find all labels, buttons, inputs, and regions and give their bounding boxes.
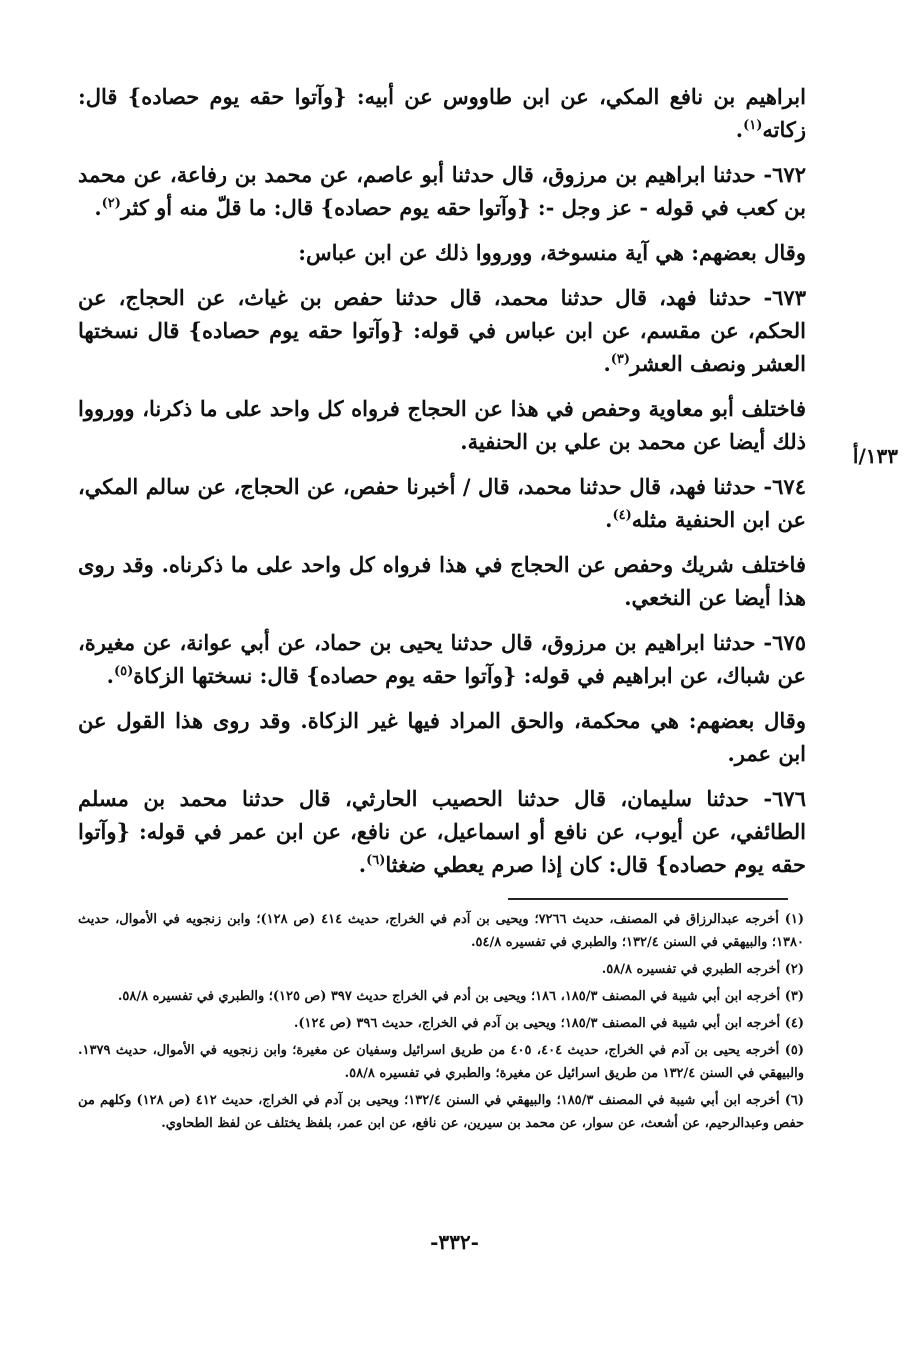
footnote-ref-5: (٥) [113,664,134,679]
footnote-ref-3: (٣) [610,352,631,367]
footnote-ref-4: (٤) [612,508,632,523]
footnote-3: (٣) أخرجه ابن أبي شيبة في المصنف ١٨٥/٣، ١٨٦؛ ويحيى بن أدم في الخراج حديث ٣٩٧ (ص ١٢٥)؛ والطبري في تفسيره ٥٨/٨. [117,989,804,1004]
paragraph-0: ابراهيم بن نافع المكي، عن ابن طاووس عن أبيه: {وآتوا حقه يوم حصاده} قال: زكاته$^{(١)}$. [78,84,806,142]
footnote-4: (٤) أخرجه ابن أبي شيبة في المصنف ١٨٥/٣؛ ويحيى بن آدم في الخراج، حديث ٣٩٦ (ص ١٢٤). [293,1016,804,1031]
paragraph-676: ٦٧٦- حدثنا سليمان، قال حدثنا الحصيب الحارثي، قال حدثنا محمد بن مسلم الطائفي، عن أيوب، عن نافع أو اسماعيل، عن نافع، عن ابن عمر في قوله: {وآتوا حقه يوم حصاده} قال: كان إذا صرم يعطي ضغثا$^{(٦)}$. [78,786,806,877]
page-number: -٣٣٢- [430,1230,479,1254]
footnote-ref-1: (١) [743,118,763,133]
paragraph-commentary-1: فاختلف أبو معاوية وحفص في هذا عن الحجاج فرواه كل واحد على ما ذكرنا، وورووا ذلك أيضا عن محمد بن علي بن الحنفية. [78,396,806,454]
footnote-ref-6: (٦) [366,853,386,868]
footnotes [78,908,804,1139]
manuscript-folio-marker: ١٣٣/أ [852,444,898,468]
footnote-ref-2: (٢) [101,196,121,211]
footnote-5: (٥) أخرجه يحيى بن آدم في الخراج، حديث ٤٠٤، ٤٠٥ من طريق اسرائيل وسفيان عن مغيرة؛ وابن زنجويه في الأموال، حديث ١٣٧٩. والبيهقي في السنن ١٣٢/٤ من طريق اسرائيل عن مغيرة؛ والطبري في تفسيره ٥٨/٨. [78,1043,804,1081]
paragraph-673: ٦٧٣- حدثنا فهد، قال حدثنا محمد، قال حدثنا حفص بن غياث، عن الحجاج، عن الحكم، عن مقسم، عن ابن عباس في قوله: {وآتوا حقه يوم حصاده} قال نسختها العشر ونصف العشر$^{(٣)}$. [78,285,806,376]
footnote-2: (٢) أخرجه الطبري في تفسيره ٥٨/٨. [601,962,804,977]
footnote-1: (١) أخرجه عبدالرزاق في المصنف، حديث ٧٢٦٦؛ ويحيى بن آدم في الخراج، حديث ٤١٤ (ص ١٢٨)؛ وابن زنجويه في الأموال، حديث ١٣٨٠؛ والبيهقي في السنن ١٣٢/٤؛ والطبري في تفسيره ٥٤/٨. [78,912,805,950]
paragraph-675: ٦٧٥- حدثنا ابراهيم بن مرزوق، قال حدثنا يحيى بن حماد، عن أبي عوانة، عن مغيرة، عن شباك، عن ابراهيم في قوله: {وآتوا حقه يوم حصاده} قال: نسختها الزكاة$^{(٥)}$. [78,630,806,688]
paragraph-muhkama-opinion: وقال بعضهم: هي محكمة، والحق المراد فيها غير الزكاة. وقد روى هذا القول عن ابن عمر. [78,708,806,766]
footnote-6: (٦) أخرجه ابن أبي شيبة في المصنف ١٨٥/٣؛ والبيهقي في السنن ١٣٢/٤؛ ويحيى بن آدم في الخراج، حديث ٤١٢ (ص ١٢٨) وكلهم من حفص وعبدالرحيم، عن أشعث، عن سوار، عن محمد بن سيرين، عن نافع، عن ابن عمر، بلفظ يختلف عن لفظ الطحاوي. [78,1093,805,1131]
paragraph-abrogated-opinion: وقال بعضهم: هي آية منسوخة، وورووا ذلك عن ابن عباس: [298,240,806,265]
footnote-divider [508,898,788,900]
paragraph-674: ٦٧٤- حدثنا فهد، قال حدثنا محمد، قال / أخبرنا حفص، عن الحجاج، عن سالم المكي، عن ابن الحنفية مثله$^{(٤)}$. [78,474,806,532]
paragraph-672: ٦٧٢- حدثنا ابراهيم بن مرزوق، قال حدثنا أبو عاصم، عن محمد بن رفاعة، عن محمد بن كعب في قوله - عز وجل -: {وآتوا حقه يوم حصاده} قال: ما قلّ منه أو كثر$^{(٢)}$. [78,162,806,220]
main-text [78,80,806,893]
paragraph-commentary-2: فاختلف شريك وحفص عن الحجاج في هذا فرواه كل واحد على ما ذكرناه. وقد روى هذا أيضا عن النخعي. [78,552,806,610]
